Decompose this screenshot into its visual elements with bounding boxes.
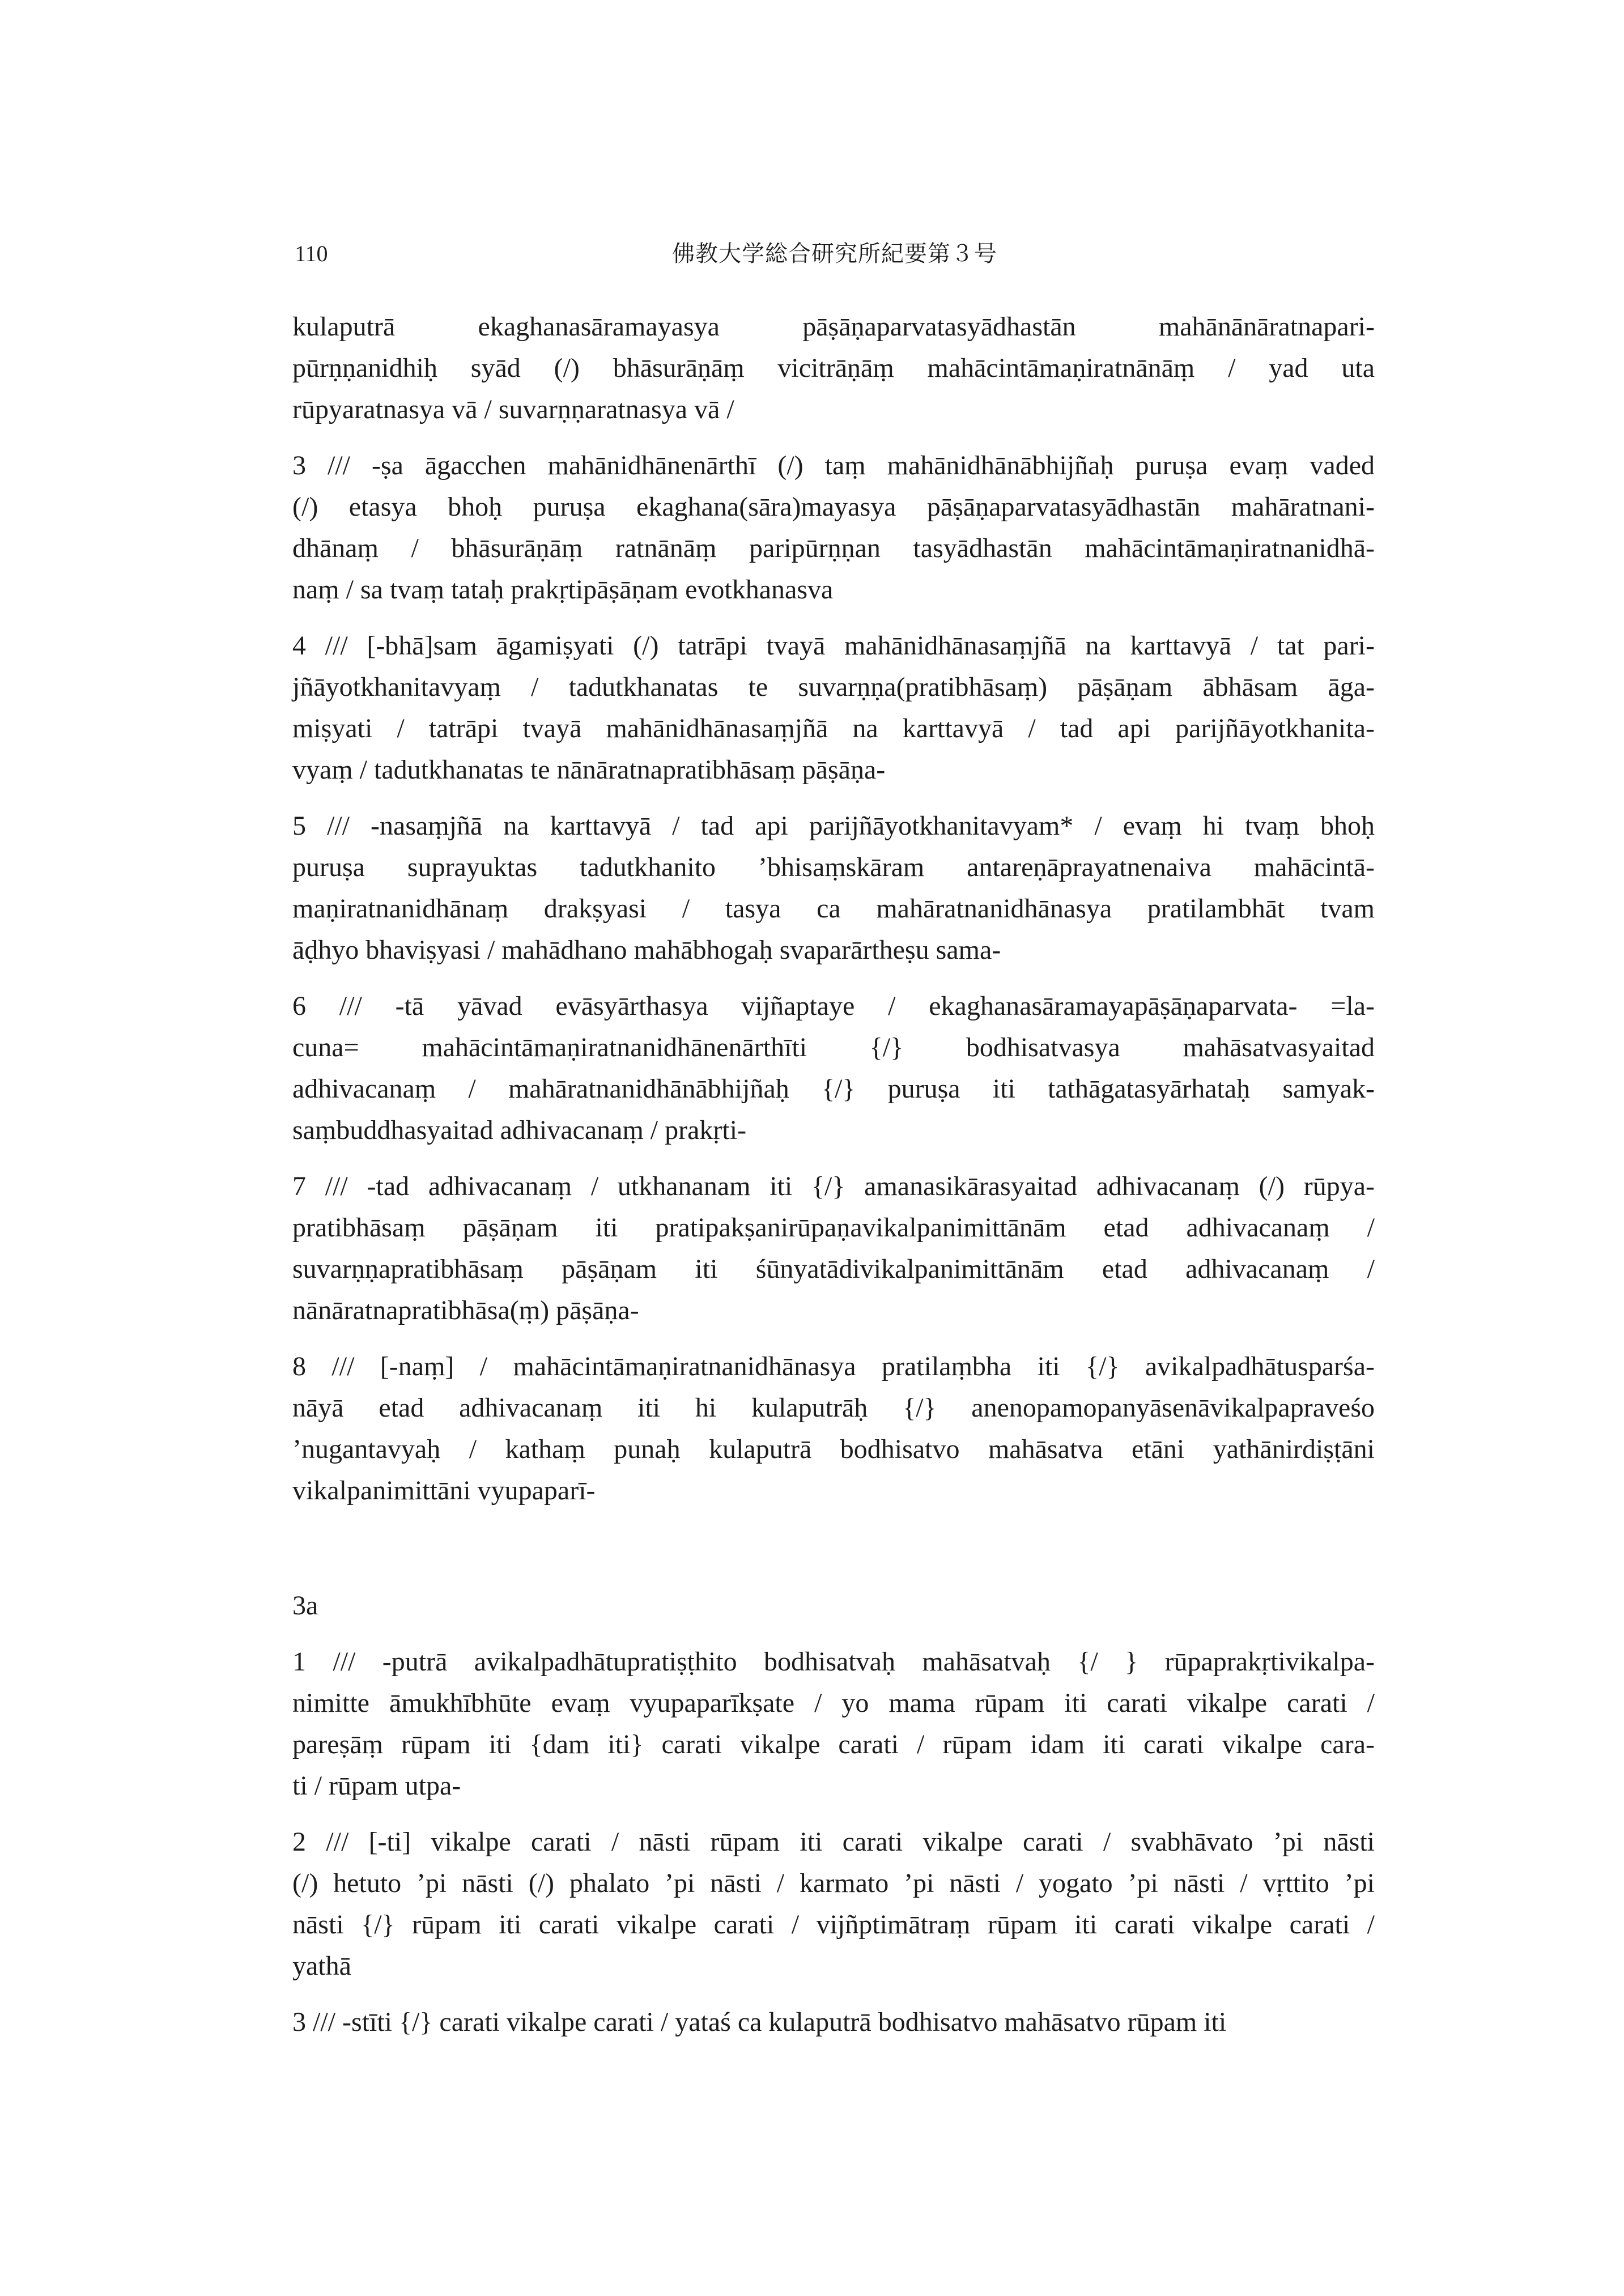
text-line: nimitte āmukhībhūte evaṃ vyupaparīkṣate / yo mama rūpam iti carati vikalpe carati /	[292, 1688, 1375, 1718]
paragraph	[292, 1346, 1375, 1511]
text-line: pratibhāsaṃ pāṣāṇam iti pratipakṣanirūpaṇavikalpanimittānām etad adhivacanaṃ /	[292, 1213, 1375, 1243]
text-line: adhivacanaṃ / mahāratnanidhānābhijñaḥ {/} puruṣa iti tathāgatasyārhataḥ samyak-	[292, 1074, 1375, 1104]
text-line: 7 /// -tad adhivacanaṃ / utkhananam iti {/} amanasikārasyaitad adhivacanaṃ (/) rūpya-	[292, 1171, 1375, 1201]
text-line: 2 /// [-ti] vikalpe carati / nāsti rūpam iti carati vikalpe carati / svabhāvato ’pi nāsti	[292, 1827, 1375, 1857]
text-line: 5 /// -nasaṃjñā na karttavyā / tad api parijñāyotkhanitavyam* / evaṃ hi tvaṃ bhoḥ	[292, 811, 1375, 841]
text-line: miṣyati / tatrāpi tvayā mahānidhānasaṃjñā na karttavyā / tad api parijñāyotkhanita-	[292, 713, 1375, 743]
text-line: maṇiratnanidhānaṃ drakṣyasi / tasya ca mahāratnanidhānasya pratilambhāt tvam	[292, 894, 1375, 924]
text-line: (/) etasya bhoḥ puruṣa ekaghana(sāra)mayasya pāṣāṇaparvatasyādhastān mahāratnani-	[292, 492, 1375, 522]
page-header	[295, 237, 1375, 271]
section-paragraphs	[292, 1641, 1375, 2043]
text-line: ti / rūpam utpa-	[292, 1771, 461, 1801]
text-line: jñāyotkhanitavyaṃ / tadutkhanatas te suvarṇṇa(pratibhāsaṃ) pāṣāṇam ābhāsam āga-	[292, 672, 1375, 702]
text-line: yathā	[292, 1951, 351, 1981]
text-line: pūrṇṇanidhiḥ syād (/) bhāsurāṇāṃ vicitrāṇāṃ mahācintāmaṇiratnānāṃ / yad uta	[292, 353, 1375, 383]
text-line: āḍhyo bhaviṣyasi / mahādhano mahābhogaḥ svaparārtheṣu sama-	[292, 935, 1001, 965]
text-line: nāsti {/} rūpam iti carati vikalpe carati / vijñptimātraṃ rūpam iti carati vikalpe carati /	[292, 1910, 1375, 1940]
text-line: cuna= mahācintāmaṇiratnanidhānenārthīti {/} bodhisatvasya mahāsatvasyaitad	[292, 1032, 1375, 1062]
page-number: 110	[295, 241, 328, 266]
text-line: kulaputrā ekaghanasāramayasya pāṣāṇaparvatasyādhastān mahānānāratnapari-	[292, 312, 1375, 342]
section-heading: 3a	[292, 1591, 318, 1621]
paragraph	[292, 1821, 1375, 1987]
text-line: nānāratnapratibhāsa(ṃ) pāṣāṇa-	[292, 1295, 639, 1325]
text-line: 3 /// -ṣa āgacchen mahānidhānenārthī (/) taṃ mahānidhānābhijñaḥ puruṣa evaṃ vaded	[292, 450, 1375, 481]
paragraph	[292, 445, 1375, 610]
running-title: 佛教大学総合研究所紀要第３号	[672, 241, 997, 266]
paragraph	[292, 805, 1375, 971]
text-line: nāyā etad adhivacanaṃ iti hi kulaputrāḥ {/} anenopamopanyāsenāvikalpapraveśo	[292, 1393, 1375, 1423]
text-line: rūpyaratnasya vā / suvarṇṇaratnasya vā /	[292, 394, 734, 424]
text-line: 8 /// [-naṃ] / mahācintāmaṇiratnanidhānasya pratilaṃbha iti {/} avikalpadhātusparśa-	[292, 1351, 1375, 1381]
paragraph	[292, 1166, 1375, 1331]
paragraph	[292, 1641, 1375, 1806]
text-line: pareṣāṃ rūpam iti {dam iti} carati vikalpe carati / rūpam idam iti carati vikalpe cara-	[292, 1729, 1375, 1759]
text-line: suvarṇṇapratibhāsaṃ pāṣāṇam iti śūnyatādivikalpanimittānām etad adhivacanaṃ /	[292, 1254, 1375, 1284]
paragraph	[292, 985, 1375, 1151]
paragraph	[292, 2001, 1375, 2043]
text-line: 6 /// -tā yāvad evāsyārthasya vijñaptaye / ekaghanasāramayapāṣāṇaparvata- =la-	[292, 991, 1375, 1021]
text-line: ’nugantavyaḥ / kathaṃ punaḥ kulaputrā bodhisatvo mahāsatva etāni yathānirdiṣṭāni	[292, 1434, 1375, 1464]
text-line: naṃ / sa tvaṃ tataḥ prakṛtipāṣāṇam evotkhanasva	[292, 575, 834, 605]
text-line: (/) hetuto ’pi nāsti (/) phalato ’pi nāsti / karmato ’pi nāsti / yogato ’pi nāsti / vṛttito ’pi	[292, 1868, 1375, 1898]
text-line: puruṣa suprayuktas tadutkhanito ’bhisaṃskāram antareṇāprayatnenaiva mahācintā-	[292, 852, 1375, 882]
paragraph	[292, 625, 1375, 790]
text-line: 4 /// [-bhā]sam āgamiṣyati (/) tatrāpi tvayā mahānidhānasaṃjñā na karttavyā / tat pari-	[292, 631, 1375, 661]
body-text	[292, 306, 1375, 2057]
text-line: 1 /// -putrā avikalpadhātupratiṣṭhito bodhisatvaḥ mahāsatvaḥ {/ } rūpaprakṛtivikalpa-	[292, 1647, 1375, 1677]
text-line: saṃbuddhasyaitad adhivacanaṃ / prakṛti-	[292, 1115, 747, 1145]
text-line: vyaṃ / tadutkhanatas te nānāratnapratibhāsaṃ pāṣāṇa-	[292, 755, 886, 785]
text-line: vikalpanimittāni vyupaparī-	[292, 1476, 596, 1506]
main-paragraphs	[292, 306, 1375, 1511]
text-line: 3 /// -stīti {/} carati vikalpe carati / yataś ca kulaputrā bodhisatvo mahāsatvo rūpam iti	[292, 2007, 1227, 2037]
paragraph	[292, 306, 1375, 430]
text-line: dhānaṃ / bhāsurāṇāṃ ratnānāṃ paripūrṇṇan tasyādhastān mahācintāmaṇiratnanidhā-	[292, 533, 1375, 563]
